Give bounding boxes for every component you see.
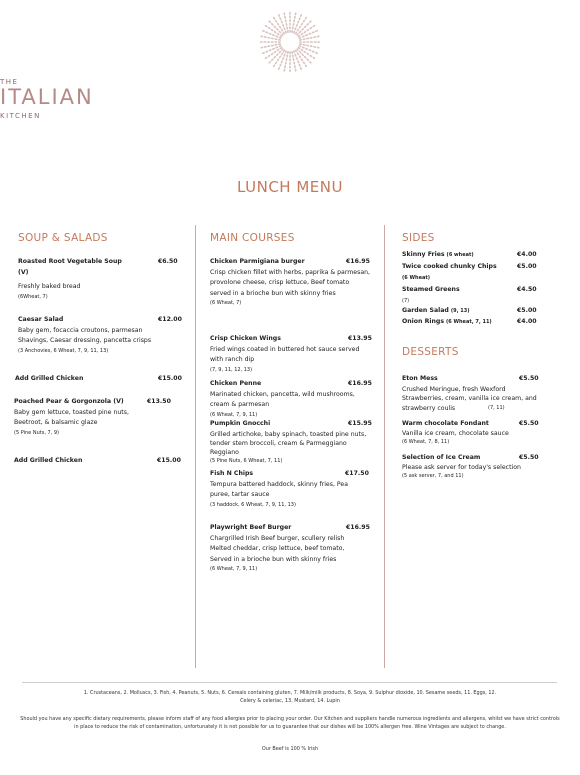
section-heading-desserts: DESSERTS [402,346,459,358]
allergen-notice: Should you have any specific dietary requirements, please inform staff of any food allergies prior to placing your order. Our Kitchen and suppliers handle numerous ingredients and allergens, whilst we have strict controls in place to reduce the risk of contamination, unfortunately it is not possible for us to guarantee that our dishes will be 100% allergen free. Wine Vintages are subject to change. [20,716,560,730]
item-desc: Crushed Meringue, fresh Wexford Strawberries, cream, vanilla ice cream, and strawberry coulis [402,385,537,412]
item-name: Add Grilled Chicken [15,375,84,382]
item-price: €5.50 [519,375,539,382]
menu-item [18,257,183,302]
menu-item [402,317,542,328]
item-name: Eton Mess [402,375,438,382]
menu-item [210,379,375,420]
item-allergens: (6 Wheat, 7, 8, 11) [402,438,450,445]
menu-item [210,419,375,466]
item-desc: Crisp chicken fillet with herbs, paprika & parmesan, provolone cheese, crisp lettuce, Beef tomato served in a brioche bun with skinny fries [210,268,371,297]
item-name: Chicken Parmigiana burger [210,258,305,265]
item-price: €17.50 [345,470,369,477]
item-allergens: (3 Anchovies, 6 Wheat, 7, 9, 11, 13) [18,347,109,354]
item-price: €4.00 [517,251,537,258]
menu-item [15,374,183,385]
item-price: €15.00 [158,375,182,382]
item-price: €15.00 [157,457,181,464]
item-price: €5.00 [517,263,537,270]
item-price: €16.95 [348,380,372,387]
menu-item [14,456,182,467]
item-allergens: (5 Pine Nuts, 6 Wheat, 7, 11) [210,457,283,464]
footer-divider [22,682,557,683]
item-price: €16.95 [346,524,370,531]
item-name: Chicken Penne [210,380,262,387]
column-divider [195,225,196,668]
item-allergens: (7, 9, 11, 12, 13) [210,366,253,373]
menu-item [210,523,375,574]
item-allergens: (6 Wheat, 7, 11) [445,319,492,325]
menu-item [402,419,547,447]
item-desc: Freshly baked bread [18,283,81,290]
item-desc: Tempura battered haddock, skinny fries, Pea puree, tartar sauce [210,480,348,498]
menu-item [210,334,375,375]
item-price: €16.95 [346,258,370,265]
item-name: Selection of Ice Cream [402,454,481,461]
page-title: LUNCH MENU [237,178,343,196]
beef-notice: Our Beef is 100 % Irish [261,746,319,752]
item-price: €13.50 [147,398,171,405]
section-heading-mains: MAIN COURSES [210,232,295,244]
item-allergens: (7, 11) [488,405,505,411]
item-price: €5.50 [519,420,539,427]
logo-kitchen: KITCHEN [0,112,41,120]
menu-item [14,397,182,438]
menu-item [402,306,542,317]
menu-item [402,374,547,413]
menu-item [18,315,183,356]
item-allergens: (7) [402,297,410,304]
item-allergens: (5 Pine Nuts, 7, 9) [14,429,59,436]
item-allergens: (6 Wheat, 7, 9, 11) [210,411,258,418]
item-name: Skinny Fries [402,251,445,258]
item-allergens: (6 Wheat, 7, 9, 11) [210,566,258,572]
item-price: €5.00 [517,307,537,314]
item-price: €12.00 [158,316,182,323]
item-price: €15.95 [348,420,372,427]
item-name: Pumpkin Gnocchi [210,420,271,427]
item-name: Onion Rings [402,318,444,325]
menu-item [402,250,542,261]
item-desc: Baby gem lettuce, toasted pine nuts, Beetroot, & balsamic glaze [14,408,129,426]
item-price: €5.50 [519,454,539,461]
item-name: Poached Pear & Gorgonzola (V) [14,398,124,405]
item-name: Roasted Root Vegetable Soup (V) [18,258,122,276]
item-name: Warm chocolate Fondant [402,420,489,427]
item-name: Crisp Chicken Wings [210,335,281,342]
item-desc: Vanilla ice cream, chocolate sauce [402,429,509,437]
section-heading-sides: SIDES [402,232,435,244]
menu-item [210,257,375,308]
item-name: Add Grilled Chicken [14,457,83,464]
item-desc: Please ask server for today's selection [402,463,521,471]
item-name: Caesar Salad [18,316,64,323]
menu-item [402,262,542,283]
item-name: Fish N Chips [210,470,254,477]
item-price: €13.95 [348,335,372,342]
menu-item [402,285,542,306]
logo-the: THE [0,78,19,86]
menu-item [402,453,547,481]
allergen-key: 1. Crustaceans, 2. Molluscs, 3. Fish, 4. Peanuts, 5. Nuts, 6. Cereals containing gluten, 7. Milk/milk products, 8. Soya, 9. Sulphur dioxide, 10. Sesame seeds, 11. Eggs, 12. Celery & celeriac, 13. Mustard, 14. Lupin [83,690,497,704]
logo-italian: ITALIAN [0,85,94,109]
item-desc: Marinated chicken, pancetta, wild mushrooms, cream & parmesan [210,390,355,408]
item-allergens: (6 wheat) [446,252,474,258]
menu-item [210,469,375,510]
item-name: Twice cooked chunky Chips [402,263,497,270]
item-desc: Chargrilled Irish Beef burger, scullery relish Melted cheddar, crisp lettuce, beef tomato, Served in a brioche bun with skinny fries [210,534,345,563]
item-name: Steamed Greens [402,286,460,293]
item-desc: Fried wings coated in buttered hot sauce served with ranch dip [210,345,360,363]
item-allergens: (9, 13) [450,308,470,314]
item-price: €4.00 [517,318,537,325]
item-name: Playwright Beef Burger [210,524,292,531]
sunburst-logo-icon [258,10,322,82]
item-price: €6.50 [158,258,178,265]
item-allergens: (6Wheat, 7) [18,293,48,300]
item-allergens: (5 ask server, 7, and 11) [402,472,464,479]
item-allergens: (6 Wheat) [402,274,431,281]
item-desc: Baby gem, focaccia croutons, parmesan Shavings, Caesar dressing, pancetta crisps [18,326,152,344]
column-divider [384,225,385,668]
item-desc: Grilled artichoke, baby spinach, toasted pine nuts, tender stem broccoli, cream & Parmeggiano Reggiano [210,430,367,456]
item-name: Garden Salad [402,307,449,314]
item-allergens: (3 haddock, 6 Wheat, 7, 9, 11, 13) [210,501,296,508]
item-price: €4.50 [517,286,537,293]
item-allergens: (6 Wheat, 7) [210,300,242,306]
section-heading-soup: SOUP & SALADS [18,232,108,244]
